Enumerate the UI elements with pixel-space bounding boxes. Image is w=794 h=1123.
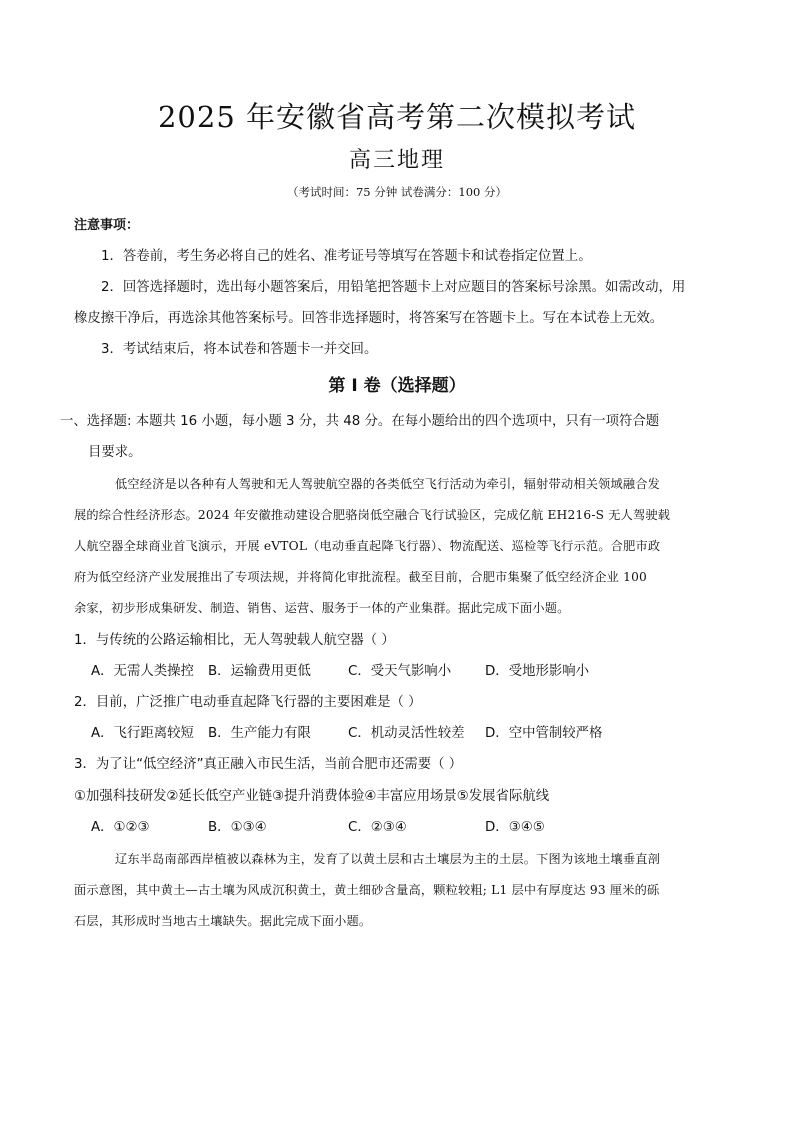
note-item-2: 2．回答选择题时，选出每小题答案后，用铅笔把答题卡上对应题目的答案标号涂黑。如需改动，用 [101,280,686,295]
question-3-choices: ①加强科技研发②延长低空产业链③提升消费体验④丰富应用场景⑤发展省际航线 [74,789,550,804]
material2-line: 石层，其形成时当地古土壤缺失。据此完成下面小题。 [74,914,372,928]
subject-title: 高三地理 [348,148,445,173]
question-1-option-b: B．运输费用更低 [208,664,311,679]
material1-line: 人航空器全球商业首飞演示，开展 eVTOL（电动垂直起降飞行器）、物流配送、巡检等飞行示范。合肥市政 [74,539,661,553]
question-3-stem: 3．为了让“低空经济”真正融入市民生活，当前合肥市还需要（ ） [74,757,463,772]
note-item-1: 1．答卷前，考生务必将自己的姓名、准考证号等填写在答题卡和试卷指定位置上。 [101,249,592,264]
exam-title: 2025 年安徽省高考第二次模拟考试 [157,100,637,134]
question-2-option-a: A．飞行距离较短 [91,726,194,741]
section-instruction-cont: 目要求。 [88,445,142,460]
exam-info: （考试时间：75 分钟 试卷满分：100 分） [286,185,508,199]
material2-line: 辽东半岛南部西岸植被以森林为主，发育了以黄土层和古土壤层为主的土层。下图为该地土壤垂直剖 [115,852,661,866]
material1-line: 低空经济是以各种有人驾驶和无人驾驶航空器的各类低空飞行活动为牵引，辐射带动相关领域融合发 [115,477,661,491]
material1-line: 余家，初步形成集研发、制造、销售、运营、服务于一体的产业集群。据此完成下面小题。 [74,601,570,615]
question-3-option-a: A．①②③ [91,820,150,835]
section-heading: 第 I 卷（选择题） [328,376,466,396]
question-2-stem: 2．目前，广泛推广电动垂直起降飞行器的主要困难是（ ） [74,695,422,710]
question-2-option-d: D．空中管制较严格 [485,726,603,741]
note-item-3: 3．考试结束后，将本试卷和答题卡一并交回。 [101,342,378,357]
question-2-option-b: B．生产能力有限 [208,726,311,741]
material1-line: 府为低空经济产业发展推出了专项法规，并将简化审批流程。截至目前，合肥市集聚了低空经济企业 100 [74,570,647,584]
question-3-option-c: C．②③④ [348,820,407,835]
question-1-stem: 1．与传统的公路运输相比，无人驾驶载人航空器（ ） [74,633,395,648]
question-1-option-c: C．受天气影响小 [348,664,452,679]
question-3-option-d: D．③④⑤ [485,820,545,835]
question-1-option-a: A．无需人类操控 [91,664,194,679]
question-3-option-b: B．①③④ [208,820,267,835]
material1-line: 展的综合性经济形态。2024 年安徽推动建设合肥骆岗低空融合飞行试验区，完成亿航 EH216-S 无人驾驶载 [74,508,671,522]
section-instruction: 一、选择题: 本题共 16 小题，每小题 3 分，共 48 分。在每小题给出的四个选项中，只有一项符合题 [60,414,660,429]
notes-heading: 注意事项： [74,218,140,233]
note-item-2-cont: 橡皮擦干净后，再选涂其他答案标号。回答非选择题时，将答案写在答题卡上。写在本试卷上无效。 [74,311,664,326]
material2-line: 面示意图，其中黄土—古土壤为风成沉积黄土，黄土细砂含量高，颗粒较粗; L1 层中有厚度达 93 厘米的砾 [74,883,660,897]
question-1-option-d: D．受地形影响小 [485,664,590,679]
question-2-option-c: C．机动灵活性较差 [348,726,465,741]
